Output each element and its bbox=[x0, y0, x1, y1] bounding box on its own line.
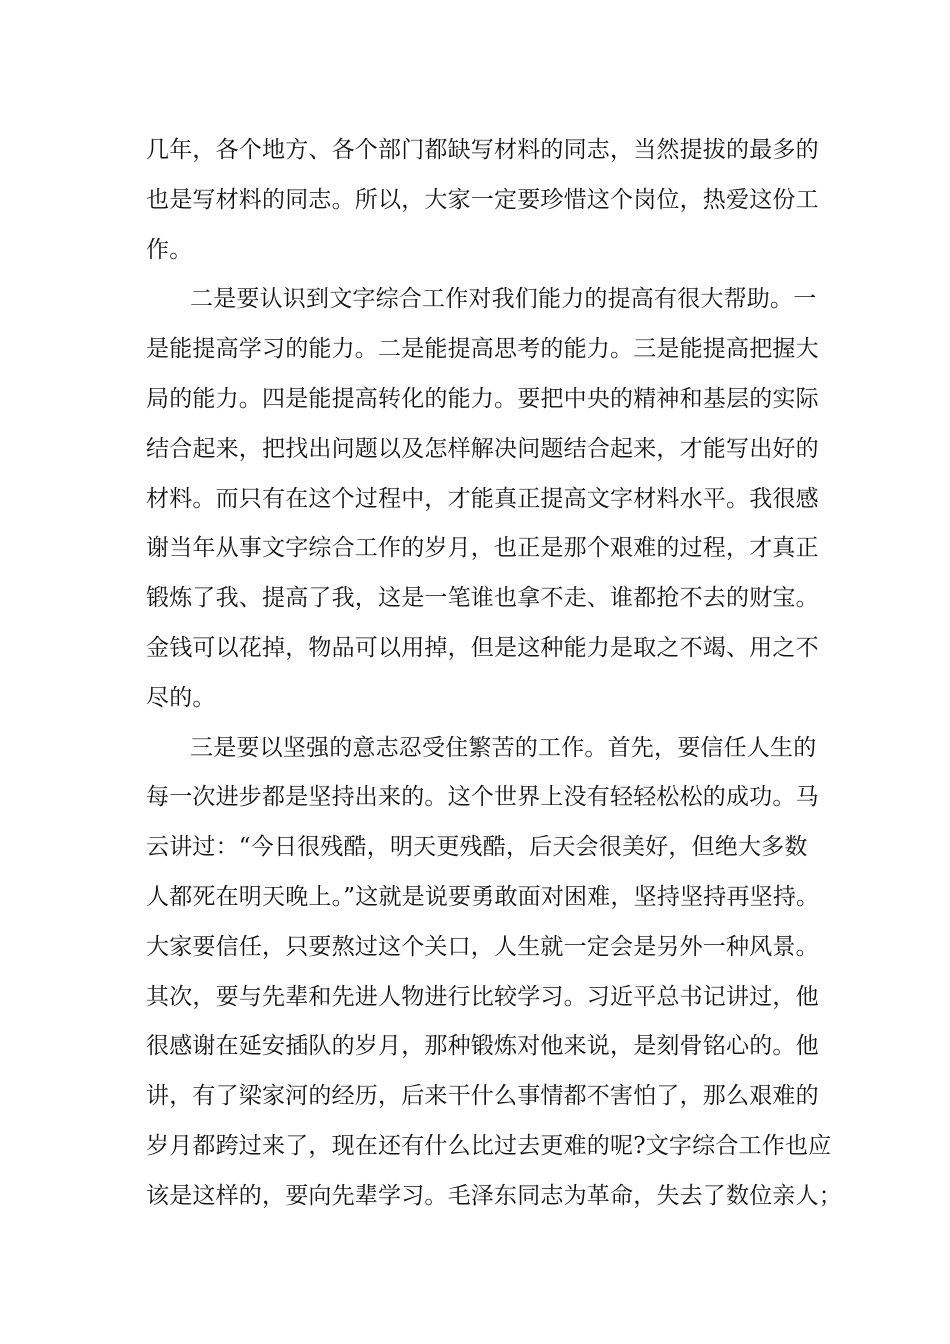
text-line: 谢当年从事文字综合工作的岁月，也正是那个艰难的过程，才真正 bbox=[146, 535, 819, 562]
text-line: 结合起来，把找出问题以及怎样解决问题结合起来，才能写出好的 bbox=[146, 435, 819, 462]
text-line: 作。 bbox=[146, 236, 193, 263]
text-line: 人都死在明天晚上。”这就是说要勇敢面对困难，坚持坚持再坚持。 bbox=[146, 883, 820, 910]
text-line: 金钱可以花掉，物品可以用掉，但是这种能力是取之不竭、用之不 bbox=[146, 634, 819, 661]
text-line: 岁月都跨过来了，现在还有什么比过去更难的呢?文字综合工作也应 bbox=[146, 1132, 832, 1159]
text-line: 大家要信任，只要熬过这个关口，人生就一定会是另外一种风景。 bbox=[146, 933, 819, 960]
text-line: 是能提高学习的能力。二是能提高思考的能力。三是能提高把握大 bbox=[146, 336, 819, 363]
document-body bbox=[146, 126, 842, 1222]
text-line: 讲，有了梁家河的经历，后来干什么事情都不害怕了，那么艰难的 bbox=[146, 1083, 819, 1110]
text-line: 锻炼了我、提高了我，这是一笔谁也拿不走、谁都抢不去的财宝。 bbox=[146, 585, 819, 612]
text-line: 几年，各个地方、各个部门都缺写材料的同志，当然提拔的最多的 bbox=[146, 137, 819, 163]
text-line: 云讲过：“今日很残酷，明天更残酷，后天会很美好，但绝大多数 bbox=[146, 834, 808, 861]
text-line: 很感谢在延安插队的岁月，那种锻炼对他来说，是刻骨铭心的。他 bbox=[146, 1033, 819, 1060]
text-line: 局的能力。四是能提高转化的能力。要把中央的精神和基层的实际 bbox=[146, 385, 819, 412]
text-line: 其次，要与先辈和先进人物进行比较学习。习近平总书记讲过，他 bbox=[146, 983, 819, 1010]
text-line: 三是要以坚强的意志忍受住繁苦的工作。首先，要信任人生的 bbox=[190, 734, 817, 761]
text-line: 尽的。 bbox=[146, 684, 216, 711]
text-line: 该是这样的，要向先辈学习。毛泽东同志为革命，失去了数位亲人； bbox=[146, 1182, 842, 1209]
text-line: 材料。而只有在这个过程中，才能真正提高文字材料水平。我很感 bbox=[146, 485, 819, 512]
text-line: 也是写材料的同志。所以，大家一定要珍惜这个岗位，热爱这份工 bbox=[146, 186, 819, 213]
text-line: 每一次进步都是坚持出来的。这个世界上没有轻轻松松的成功。马 bbox=[146, 784, 819, 811]
text-line: 二是要认识到文字综合工作对我们能力的提高有很大帮助。一 bbox=[190, 286, 817, 313]
